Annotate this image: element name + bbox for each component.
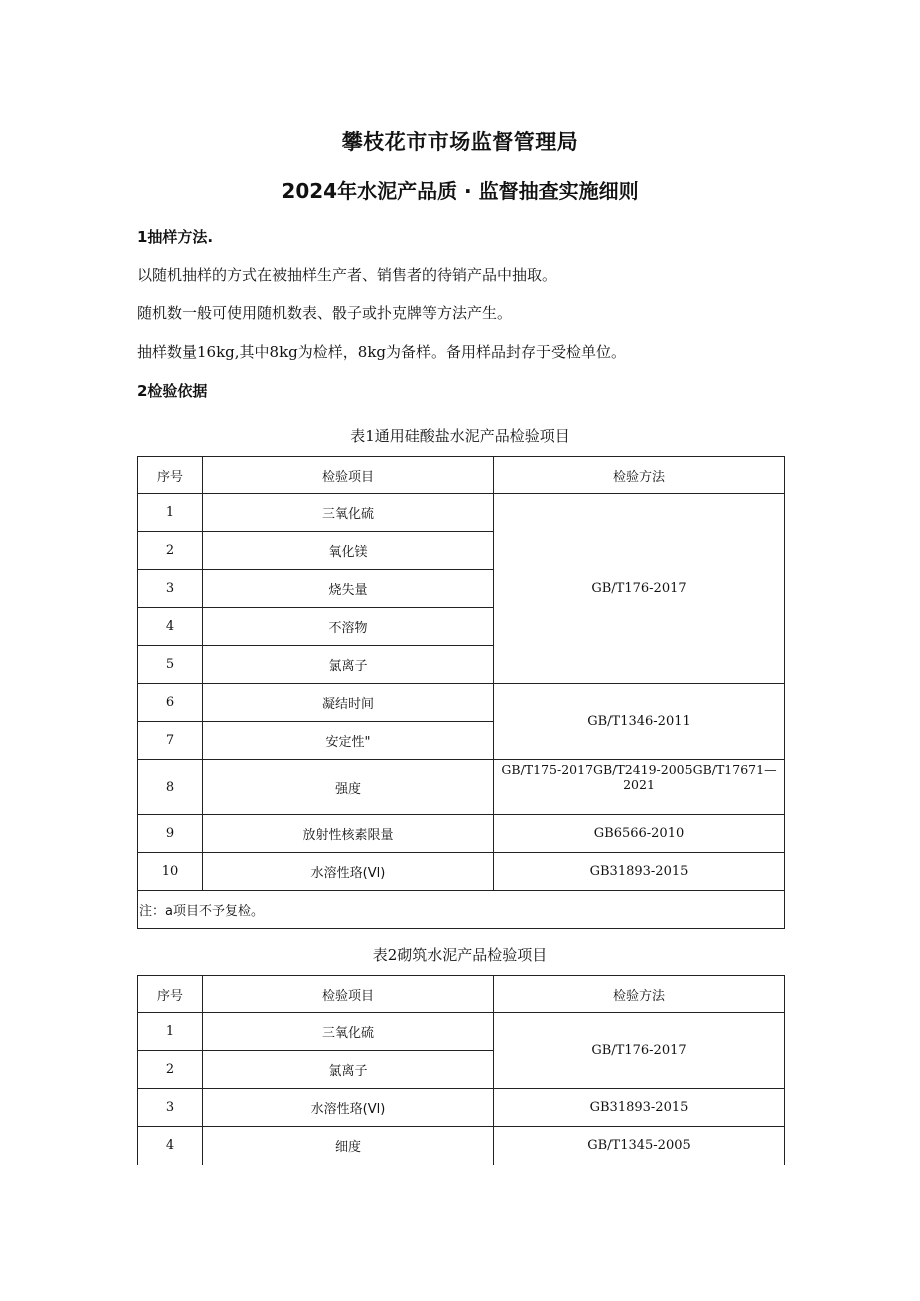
row-method: GB31893-2015 (494, 853, 785, 891)
row-item: 不溶物 (203, 608, 494, 646)
row-item: 凝结时间 (203, 684, 494, 722)
row-number: 3 (138, 1089, 203, 1127)
row-number: 3 (138, 570, 203, 608)
row-item: 安定性" (203, 722, 494, 760)
document-title: 攀枝花市市场监督管理局 (341, 130, 579, 154)
section-heading-basis: 2检验依据 (137, 382, 208, 400)
row-method: GB/T175-2017GB/T2419-2005GB/T17671—2021 (494, 760, 785, 815)
row-method: GB/T176-2017 (494, 494, 785, 684)
header-cell-item: 检验项目 (203, 976, 494, 1013)
table-row (138, 1013, 785, 1051)
header-cell-item: 检验项目 (203, 457, 494, 494)
table-header-row (138, 457, 785, 494)
row-item: 放射性核素限量 (203, 815, 494, 853)
table-header-row (138, 976, 785, 1013)
header-cell-no: 序号 (138, 976, 203, 1013)
table-row (138, 684, 785, 722)
header-cell-method: 检验方法 (494, 457, 785, 494)
row-number: 6 (138, 684, 203, 722)
table-row (138, 815, 785, 853)
table-row (138, 1089, 785, 1127)
row-item: 氧化镁 (203, 532, 494, 570)
row-number: 1 (138, 1013, 203, 1051)
table-row (138, 853, 785, 891)
header-cell-method: 检验方法 (494, 976, 785, 1013)
row-item: 强度 (203, 760, 494, 815)
row-method: GB/T1345-2005 (494, 1127, 785, 1165)
row-number: 10 (138, 853, 203, 891)
table-note: 注：a项目不予复检。 (138, 891, 785, 929)
row-number: 5 (138, 646, 203, 684)
row-item: 细度 (203, 1127, 494, 1165)
row-number: 2 (138, 1051, 203, 1089)
table2 (137, 975, 785, 1165)
row-number: 2 (138, 532, 203, 570)
row-method: GB6566-2010 (494, 815, 785, 853)
table1 (137, 456, 785, 929)
paragraph-sample-quantity: 抽样数量16kg,其中8kg为检样，8kg为备样。备用样品封存于受检单位。 (137, 343, 627, 361)
table-row (138, 1127, 785, 1165)
row-item: 氯离子 (203, 646, 494, 684)
row-item: 烧失量 (203, 570, 494, 608)
row-number: 1 (138, 494, 203, 532)
row-item: 氯离子 (203, 1051, 494, 1089)
document-subtitle: 2024年水泥产品质 · 监督抽查实施细则 (281, 179, 639, 203)
table-note-row (138, 891, 785, 929)
row-item: 三氧化硫 (203, 494, 494, 532)
row-number: 4 (138, 1127, 203, 1165)
row-item: 水溶性珞(Vl) (203, 1089, 494, 1127)
row-method: GB31893-2015 (494, 1089, 785, 1127)
table1-caption: 表1通用硅酸盐水泥产品检验项目 (350, 427, 570, 445)
paragraph-random-number: 随机数一般可使用随机数表、骰子或扑克牌等方法产生。 (137, 304, 513, 322)
row-number: 8 (138, 760, 203, 815)
row-method: GB/T176-2017 (494, 1013, 785, 1089)
table-row (138, 494, 785, 532)
row-item: 三氧化硫 (203, 1013, 494, 1051)
paragraph-sampling-method: 以随机抽样的方式在被抽样生产者、销售者的待销产品中抽取。 (137, 266, 558, 284)
table-row (138, 760, 785, 815)
header-cell-no: 序号 (138, 457, 203, 494)
row-number: 4 (138, 608, 203, 646)
row-item: 水溶性珞(Vl) (203, 853, 494, 891)
row-method: GB/T1346-2011 (494, 684, 785, 760)
section-heading-sampling: 1抽样方法. (137, 228, 214, 246)
row-number: 9 (138, 815, 203, 853)
table2-caption: 表2砌筑水泥产品检验项目 (372, 946, 548, 964)
row-number: 7 (138, 722, 203, 760)
